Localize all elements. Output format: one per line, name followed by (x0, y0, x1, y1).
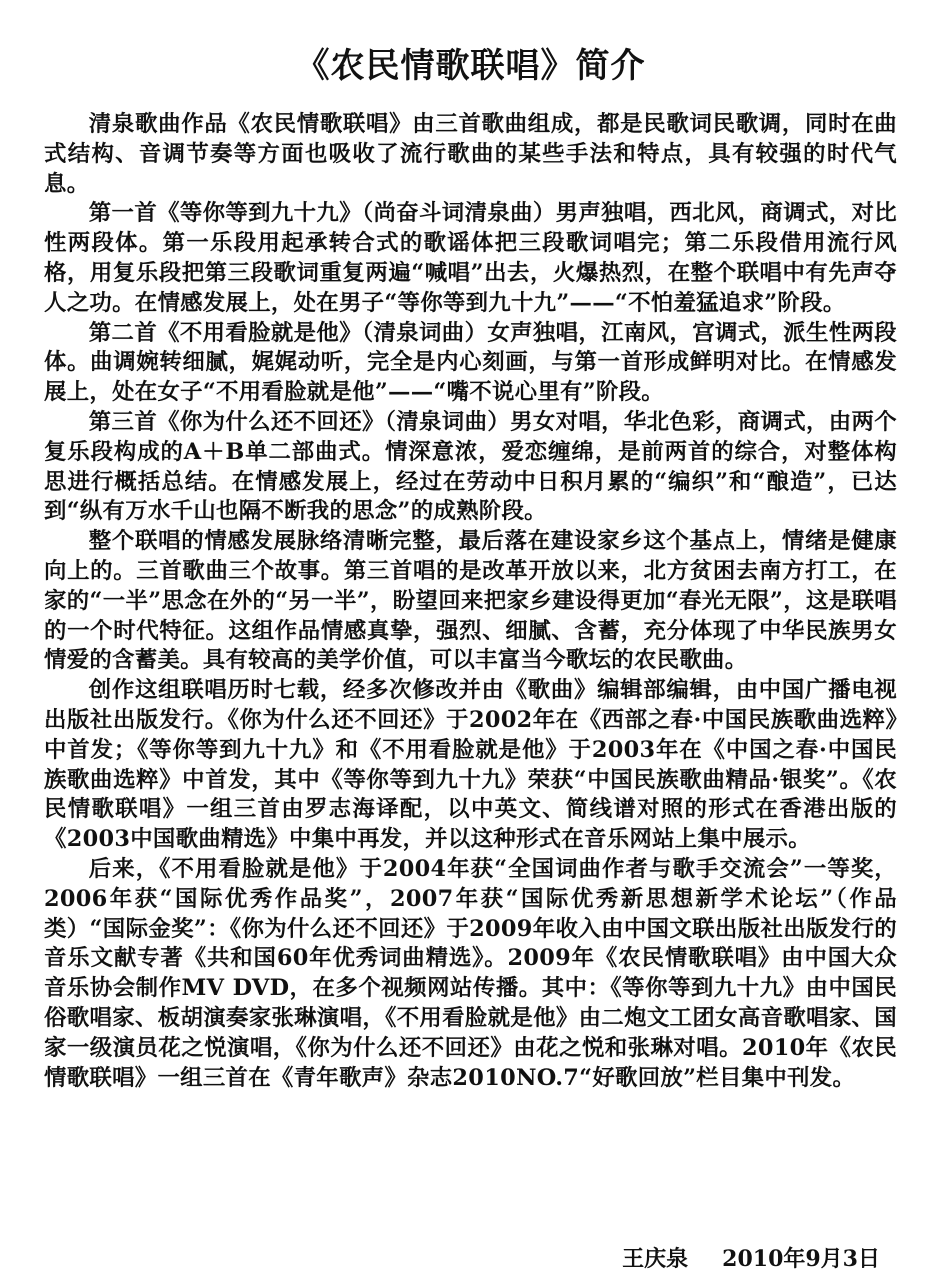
paragraph-publication-history: 创作这组联唱历时七载，经多次修改并由《歌曲》编辑部编辑，由中国广播电视出版社出版发行。《你为什么还不回还》于2002年在《西部之春·中国民族歌曲选粹》中首发；《等你等到九十九》和《不用看脸就是他》于2003年在《中国之春·中国民族歌曲选粹》中首发，其中《等你等到九十九》荣获“中国民族歌曲精品·银奖”。《农民情歌联唱》一组三首由罗志海译配，以中英文、简线谱对照的形式在香港出版的《2003中国歌曲精选》中集中再发，并以这种形式在音乐网站上集中展示。 (44, 677, 897, 853)
paragraph-intro: 清泉歌曲作品《农民情歌联唱》由三首歌曲组成，都是民歌词民歌调，同时在曲式结构、音调节奏等方面也吸收了流行歌曲的某些手法和特点，具有较强的时代气息。 (44, 111, 897, 197)
paragraph-awards: 后来，《不用看脸就是他》于2004年获“全国词曲作者与歌手交流会”一等奖，2006年获“国际优秀作品奖”，2007年获“国际优秀新思想新学术论坛”（作品类）“国际金奖”：《你为什么还不回还》于2009年收入由中国文联出版社出版发行的音乐文献专著《共和国60年优秀词曲精选》。2009年《农民情歌联唱》由中国大众音乐协会制作MV DVD，在多个视频网站传播。其中：《等你等到九十九》由中国民俗歌唱家、板胡演奏家张琳演唱，《不用看脸就是他》由二炮文工团女高音歌唱家、国家一级演员花之悦演唱，《你为什么还不回还》由花之悦和张琳对唱。2010年《农民情歌联唱》一组三首在《青年歌声》杂志2010NO.7“好歌回放”栏目集中刊发。 (44, 855, 897, 1091)
paragraph-song-two: 第二首《不用看脸就是他》（清泉词曲）女声独唱，江南风，宫调式，派生性两段体。曲调婉转细腻，娓娓动听，完全是内心刻画，与第一首形成鲜明对比。在情感发展上，处在女子“不用看脸就是他”——“嘴不说心里有”阶段。 (44, 319, 897, 406)
signature-line (622, 1244, 880, 1274)
document-body (44, 110, 897, 1093)
document-title: 《农民情歌联唱》简介 (295, 46, 646, 86)
paragraph-song-one: 第一首《等你等到九十九》（尚奋斗词清泉曲）男声独唱，西北风，商调式，对比性两段体。第一乐段用起承转合式的歌谣体把三段歌词唱完；第二乐段借用流行风格，用复乐段把第三段歌词重复两遍“喊唱”出去，火爆热烈，在整个联唱中有先声夺人之功。在情感发展上，处在男子“等你等到九十九”——“不怕羞猛追求”阶段。 (44, 200, 897, 316)
paragraph-emotional-arc: 整个联唱的情感发展脉络清晰完整，最后落在建设家乡这个基点上，情绪是健康向上的。三首歌曲三个故事。第三首唱的是改革开放以来，北方贫困去南方打工，在家的“一半”思念在外的“另一半”，盼望回来把家乡建设得更加“春光无限”，这是联唱的一个时代特征。这组作品情感真挚，强烈、细腻、含蓄，充分体现了中华民族男女情爱的含蓄美。具有较高的美学价值，可以丰富当今歌坛的农民歌曲。 (44, 528, 897, 674)
signature-author: 王庆泉 (622, 1246, 689, 1272)
signature-date: 2010年9月3日 (722, 1246, 880, 1272)
paragraph-song-three: 第三首《你为什么还不回还》（清泉词曲）男女对唱，华北色彩，商调式，由两个复乐段构成的A＋B单二部曲式。情深意浓，爱恋缠绵，是前两首的综合，对整体构思进行概括总结。在情感发展上，经过在劳动中日积月累的“编织”和“酿造”，已达到“纵有万水千山也隔不断我的思念”的成熟阶段。 (44, 408, 897, 525)
